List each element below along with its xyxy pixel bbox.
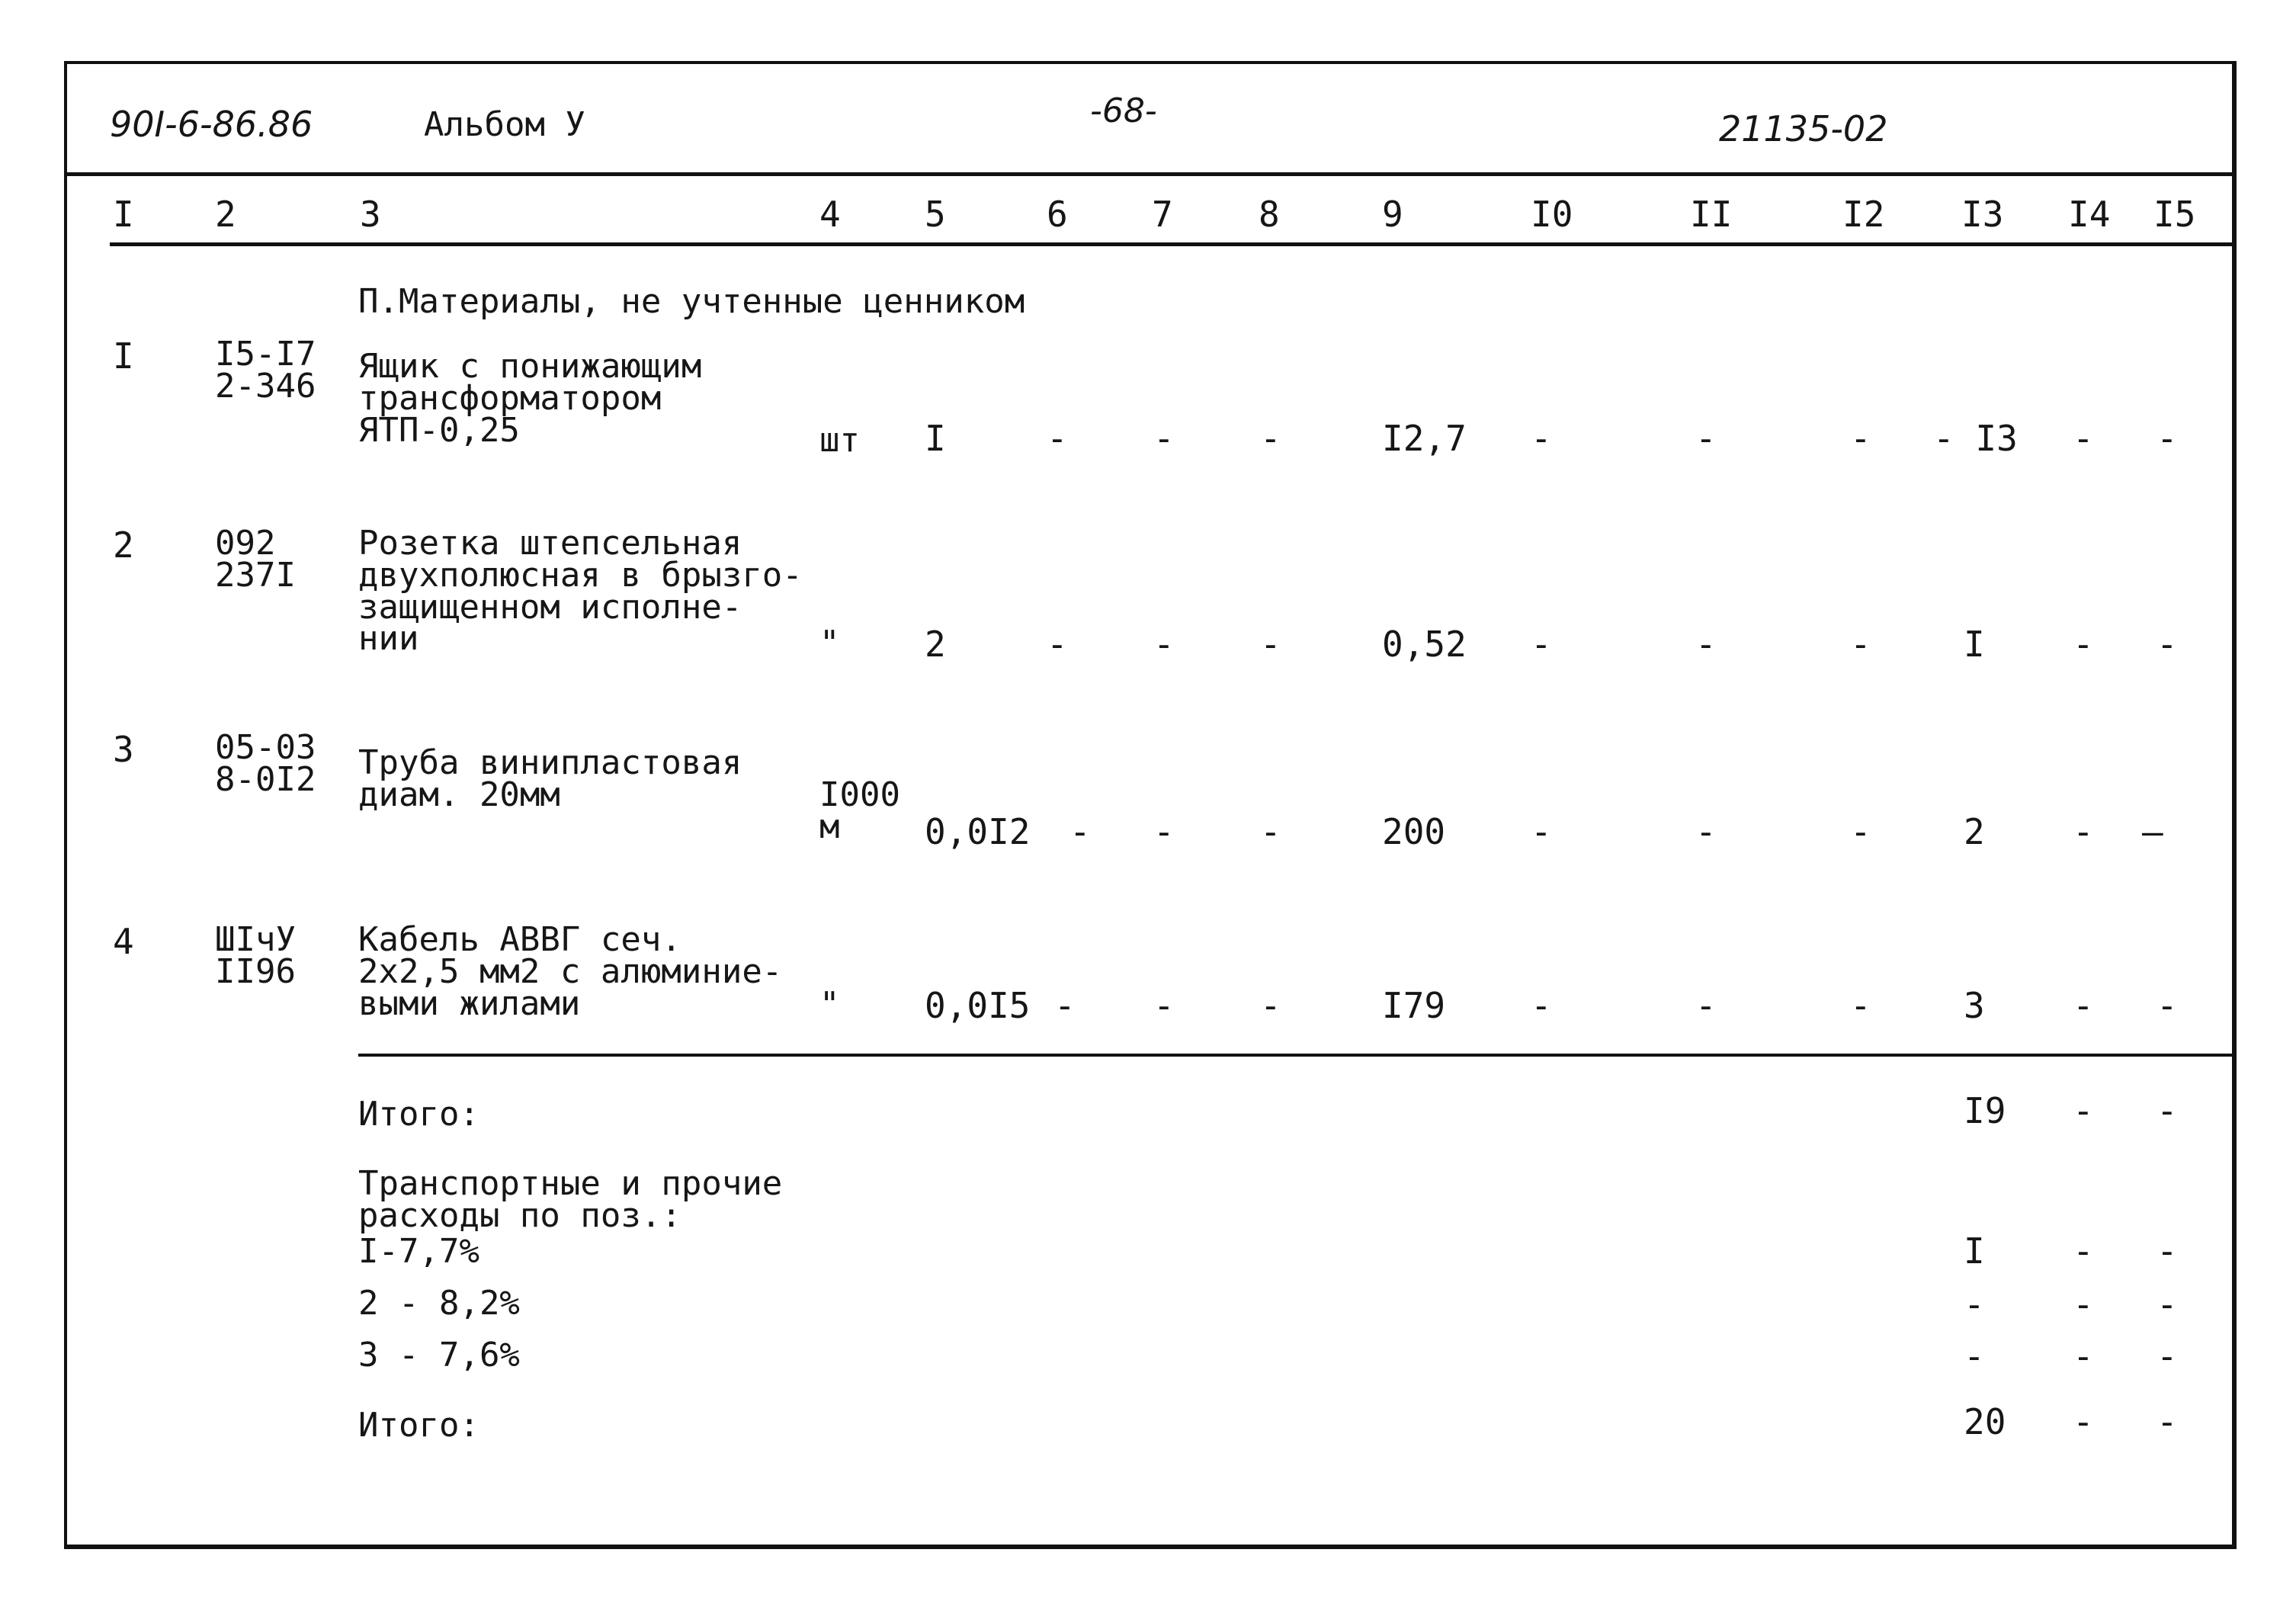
cell-col8: - (1260, 985, 1281, 1026)
unit: " (819, 985, 840, 1024)
project-number: 21135-02 (1719, 108, 1888, 149)
transport-pos2-col14: - (2073, 1284, 2094, 1325)
transport-pos3-col15: - (2157, 1336, 2178, 1377)
cell-col14: - (2073, 811, 2094, 852)
cell-col7: - (1153, 985, 1175, 1026)
transport-pos1-col14: - (2073, 1230, 2094, 1272)
cell-col10: - (1531, 811, 1552, 852)
transport-pos3-label: 3 - 7,6% (358, 1336, 520, 1375)
itogo-col15: - (2157, 1090, 2178, 1131)
cell-col7: - (1153, 811, 1175, 852)
item-name: Ящик с понижающим трансформатором ЯТП-0,25 (358, 347, 702, 450)
cell-col13: 2 (1964, 811, 1985, 852)
transport-pos1-label: I-7,7% (358, 1232, 479, 1271)
cell-col11: - (1695, 811, 1717, 852)
page-number: -68- (1090, 91, 1157, 130)
transport-pos1-col15: - (2157, 1230, 2178, 1272)
header-divider (64, 172, 2237, 176)
column-header-divider (110, 242, 2237, 246)
itogo-label: Итого: (358, 1095, 479, 1134)
cell-col15: - (2157, 418, 2178, 459)
cell-col7: - (1153, 418, 1175, 459)
price-code: ШIчУ II96 (215, 920, 296, 991)
cell-col6: - (1047, 418, 1068, 459)
row-number: 3 (113, 729, 134, 770)
cell-col13: I (1964, 624, 1985, 665)
cell-col14: - (2073, 985, 2094, 1026)
unit: шт (819, 421, 860, 460)
cell-col15: — (2142, 811, 2163, 852)
cell-col14: - (2073, 418, 2094, 459)
unit: I000 м (819, 775, 900, 846)
totals-divider (358, 1054, 2237, 1057)
price-code: I5-I7 2-346 (215, 335, 316, 406)
itogo-final-col15: - (2157, 1401, 2178, 1442)
price-code: 092 237I (215, 524, 296, 595)
cell-col9: I2,7 (1382, 418, 1467, 459)
itogo-final-label: Итого: (358, 1406, 479, 1445)
transport-label: Транспортные и прочие расходы по поз.: (358, 1164, 783, 1235)
cell-col5: I (925, 418, 946, 459)
itogo-col13: I9 (1964, 1090, 2006, 1131)
row-number: 4 (113, 921, 134, 962)
cell-col10: - (1531, 418, 1552, 459)
transport-pos3-col14: - (2073, 1336, 2094, 1377)
cell-col5: 0,0I2 (925, 811, 1031, 852)
col-header: 9 (1382, 194, 1403, 235)
cell-col8: - (1260, 811, 1281, 852)
itogo-col14: - (2073, 1090, 2094, 1131)
itogo-final-col13: 20 (1964, 1401, 2006, 1442)
col-header: I4 (2068, 194, 2111, 235)
col-header: 4 (819, 194, 841, 235)
cell-col9: I79 (1382, 985, 1446, 1026)
cell-col12: - (1850, 811, 1871, 852)
transport-pos3-col13: - (1964, 1336, 1985, 1377)
col-header: 6 (1047, 194, 1068, 235)
row-number: 2 (113, 524, 134, 566)
transport-pos2-label: 2 - 8,2% (358, 1284, 520, 1323)
section-title: П.Материалы, не учтенные ценником (358, 282, 1025, 321)
item-name: Кабель АВВГ сеч. 2х2,5 мм2 с алюминие- выми жилами (358, 920, 783, 1023)
col-header: I3 (1961, 194, 2004, 235)
cell-col8: - (1260, 624, 1281, 665)
cell-col11: - (1695, 418, 1717, 459)
cell-col12: - (1850, 985, 1871, 1026)
col-header: I2 (1842, 194, 1885, 235)
col-header: 2 (215, 194, 236, 235)
col-header: I0 (1531, 194, 1573, 235)
cell-col7: - (1153, 624, 1175, 665)
cell-col13: 3 (1964, 985, 1985, 1026)
cell-col6: - (1069, 811, 1091, 852)
cell-col9: 200 (1382, 811, 1446, 852)
cell-col11: - (1695, 624, 1717, 665)
col-header: 7 (1152, 194, 1173, 235)
cell-col13: - I3 (1933, 418, 2018, 459)
cell-col12: - (1850, 624, 1871, 665)
price-code: 05-03 8-0I2 (215, 728, 316, 799)
cell-col14: - (2073, 624, 2094, 665)
col-header: II (1690, 194, 1733, 235)
col-header: 8 (1259, 194, 1280, 235)
transport-pos1-col13: I (1964, 1230, 1985, 1272)
album-label: Альбом У (424, 105, 585, 144)
doc-code: 90I-6-86.86 (110, 104, 313, 145)
cell-col15: - (2157, 985, 2178, 1026)
cell-col12: - (1850, 418, 1871, 459)
item-name: Труба винипластовая диам. 20мм (358, 743, 742, 814)
col-header: 3 (360, 194, 381, 235)
cell-col5: 0,0I5 (925, 985, 1031, 1026)
itogo-final-col14: - (2073, 1401, 2094, 1442)
cell-col10: - (1531, 985, 1552, 1026)
transport-pos2-col13: - (1964, 1284, 1985, 1325)
cell-col8: - (1260, 418, 1281, 459)
cell-col6: - (1054, 985, 1076, 1026)
cell-col9: 0,52 (1382, 624, 1467, 665)
item-name: Розетка штепсельная двухполюсная в брызго- защищенном исполне- нии (358, 524, 803, 659)
cell-col15: - (2157, 624, 2178, 665)
row-number: I (113, 335, 134, 377)
cell-col6: - (1047, 624, 1068, 665)
cell-col10: - (1531, 624, 1552, 665)
cell-col5: 2 (925, 624, 946, 665)
transport-pos2-col15: - (2157, 1284, 2178, 1325)
unit: " (819, 624, 840, 662)
col-header: I5 (2153, 194, 2196, 235)
col-header: 5 (925, 194, 946, 235)
col-header: I (113, 194, 134, 235)
cell-col11: - (1695, 985, 1717, 1026)
